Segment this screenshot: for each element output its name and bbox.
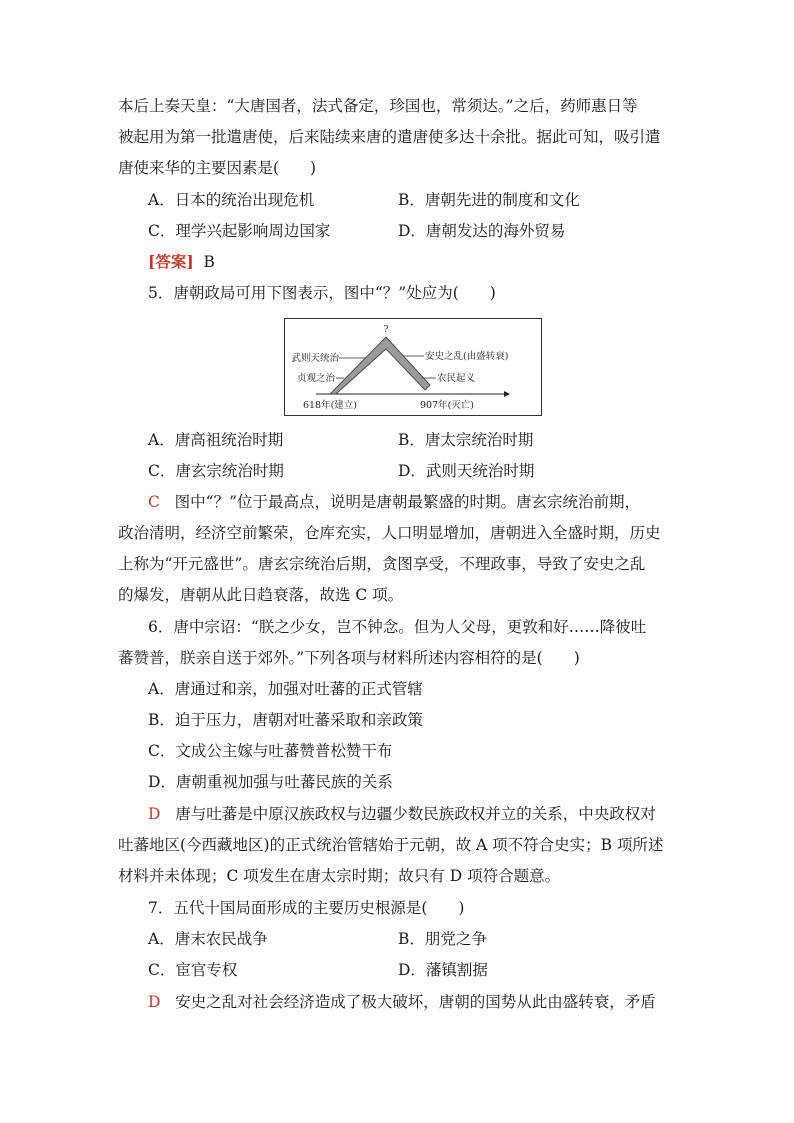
q6-explanation-line-1: D 唐与吐蕃是中原汉族政权与边疆少数民族政权并立的关系，中央政权对 bbox=[148, 805, 656, 823]
answer-label: [答案] bbox=[148, 252, 194, 271]
q4-stem-line-1: 本后上奏天皇：“大唐国者，法式备定，珍国也，常须达。”之后，药师惠日等 bbox=[118, 97, 638, 115]
q5-explanation-line-2: 政治清明，经济空前繁荣，仓库充实，人口明显增加，唐朝进入全盛时期，历史 bbox=[118, 524, 661, 542]
q4-answer bbox=[148, 252, 215, 272]
q6-option-c: C．文成公主嫁与吐蕃赞普松赞干布 bbox=[148, 742, 393, 760]
tang-politics-diagram bbox=[284, 318, 542, 416]
q6-answer: D bbox=[148, 805, 161, 823]
label-peasant: 农民起义 bbox=[437, 373, 476, 384]
q6-explanation-line-3: 材料并未体现；C 项发生在唐太宗时期；故只有 D 项符合题意。 bbox=[118, 867, 561, 885]
q7-answer: D bbox=[148, 993, 161, 1011]
label-end-907: 907年(灭亡) bbox=[419, 400, 475, 411]
q5-option-d: D．武则天统治时期 bbox=[398, 462, 535, 480]
q7-explanation-line-1: D 安史之乱对社会经济造成了极大破坏，唐朝的国势从此由盛转衰，矛盾 bbox=[148, 993, 656, 1011]
q5-explanation-line-3: 上称为“开元盛世”。唐玄宗统治后期，贪图享受，不理政事，导致了安史之乱 bbox=[118, 555, 646, 573]
q5-option-c: C．唐玄宗统治时期 bbox=[148, 462, 284, 480]
q4-stem-line-2: 被起用为第一批遣唐使，后来陆续来唐的遣唐使多达十余批。据此可知，吸引遣 bbox=[118, 128, 661, 146]
q5-explanation-line-1: C 图中“？”位于最高点，说明是唐朝最繁盛的时期。唐玄宗统治前期， bbox=[148, 493, 641, 511]
q6-explanation-line-2: 吐蕃地区(今西藏地区)的正式统治管辖始于元朝，故 A 项不符合史实；B 项所述 bbox=[118, 836, 664, 854]
q7-option-c: C．宦官专权 bbox=[148, 961, 238, 979]
q7-option-d: D．藩镇割据 bbox=[398, 961, 488, 979]
label-wuzetian: 武则天统治 bbox=[291, 353, 339, 364]
q4-option-b: B．唐朝先进的制度和文化 bbox=[398, 191, 580, 209]
label-anshi: 安史之乱(由盛转衰) bbox=[425, 351, 509, 362]
q5-stem: 5．唐朝政局可用下图表示，图中“？”处应为( ) bbox=[148, 284, 496, 302]
answer-value: B bbox=[203, 253, 215, 271]
q6-option-b: B．迫于压力，唐朝对吐蕃采取和亲政策 bbox=[148, 711, 423, 729]
q6-stem-line-1: 6．唐中宗诏：“朕之少女，岂不钟念。但为人父母，更敦和好……降彼吐 bbox=[148, 618, 647, 636]
q6-option-d: D．唐朝重视加强与吐蕃民族的关系 bbox=[148, 773, 393, 791]
q5-option-a: A．唐高祖统治时期 bbox=[148, 431, 284, 449]
q7-option-a: A．唐末农民战争 bbox=[148, 930, 268, 948]
q4-option-d: D．唐朝发达的海外贸易 bbox=[398, 222, 566, 240]
q7-option-b: B．朋党之争 bbox=[398, 930, 487, 948]
q5-option-b: B．唐太宗统治时期 bbox=[398, 431, 534, 449]
label-start-618: 618年(建立) bbox=[302, 400, 358, 411]
q5-answer: C bbox=[148, 493, 160, 511]
q7-stem: 7．五代十国局面形成的主要历史根源是( ) bbox=[148, 899, 465, 917]
diagram-question-mark: ? bbox=[383, 325, 389, 335]
q4-option-a: A．日本的统治出现危机 bbox=[148, 191, 315, 209]
q6-option-a: A．唐通过和亲，加强对吐蕃的正式管辖 bbox=[148, 680, 423, 698]
q4-stem-line-3: 唐使来华的主要因素是( ) bbox=[118, 159, 317, 177]
q6-stem-line-2: 蕃赞普，朕亲自送于郊外。”下列各项与材料所述内容相符的是( ) bbox=[118, 649, 580, 667]
label-zhenguan: 贞观之治 bbox=[296, 373, 335, 384]
q5-explanation-line-4: 的爆发，唐朝从此日趋衰落，故选 C 项。 bbox=[118, 586, 404, 604]
q4-option-c: C．理学兴起影响周边国家 bbox=[148, 222, 331, 240]
